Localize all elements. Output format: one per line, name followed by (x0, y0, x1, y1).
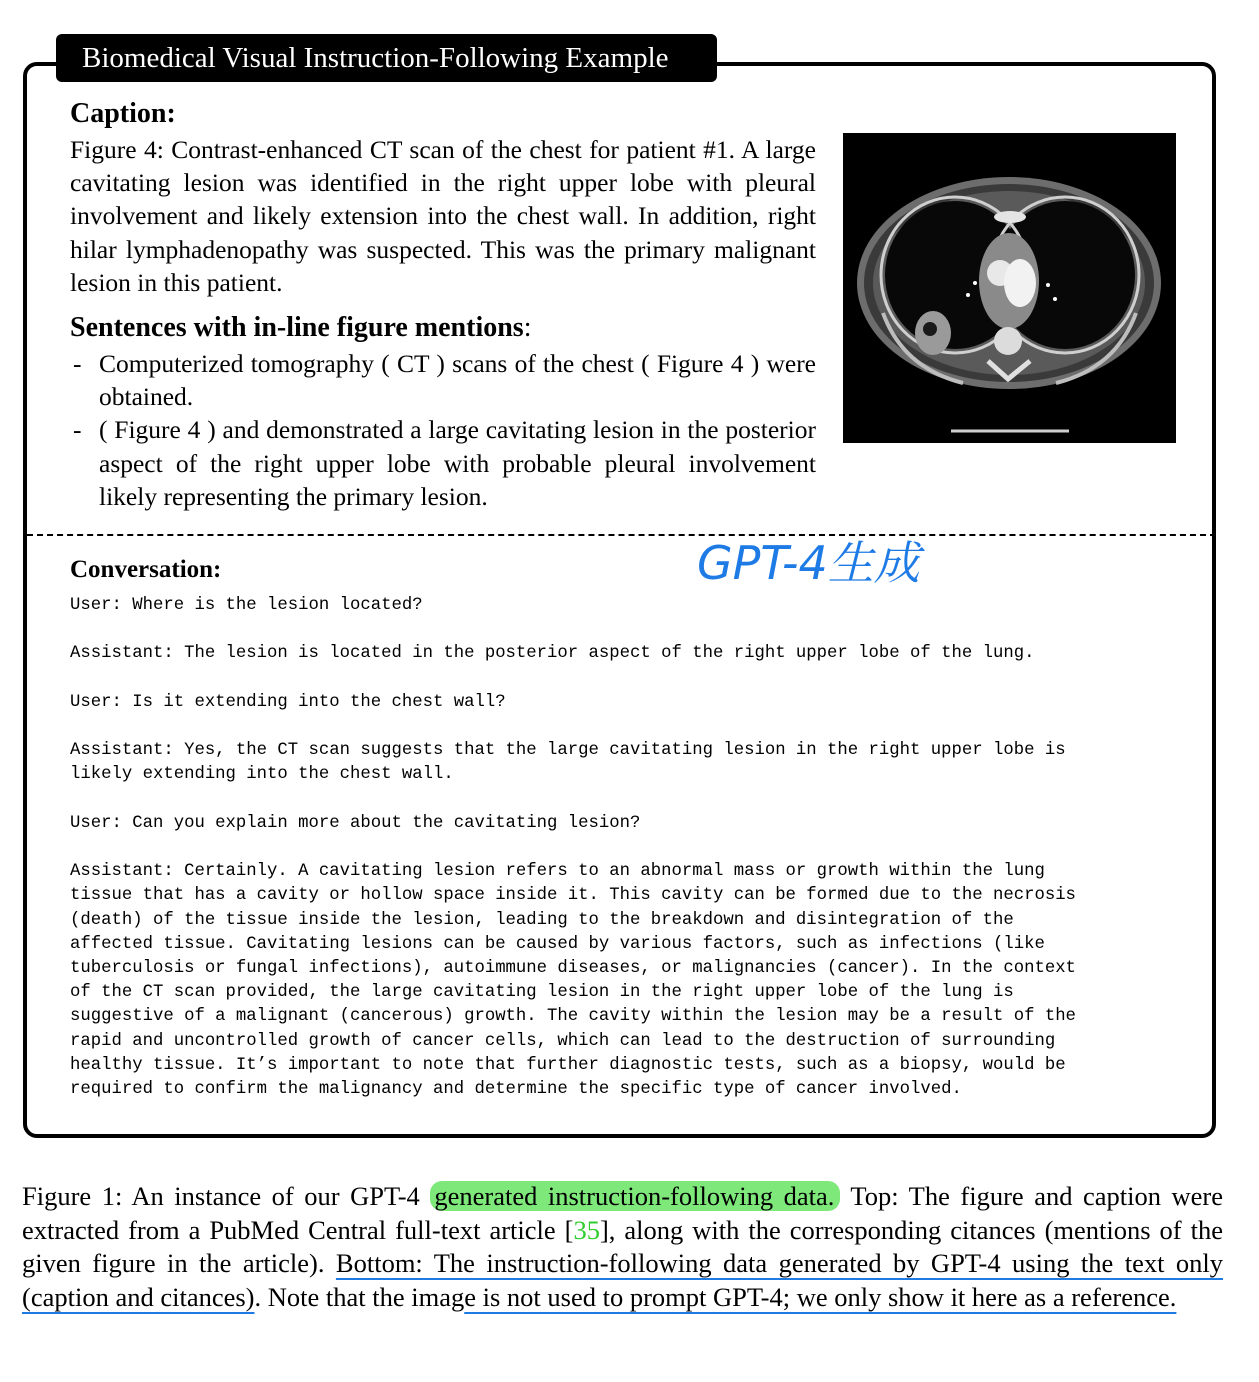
bullet-dash: - (73, 349, 82, 378)
underlined-text: e is not used to prompt GPT-4; we only show it here as a reference. (464, 1281, 1177, 1312)
conversation-turn: Assistant: Yes, the CT scan suggests that the large cavitating lesion in the right upper lobe is likely extending into the chest wall. (70, 741, 1066, 785)
figure-caption-text: Figure 1: An instance of our GPT-4 (22, 1181, 431, 1211)
conversation-turn: User: Can you explain more about the cavitating lesion? (70, 813, 641, 833)
conversation (70, 594, 1180, 1126)
conversation-turn: User: Where is the lesion located? (70, 596, 423, 615)
highlighted-text: generated instruction-following data. (430, 1181, 840, 1211)
underlined-text: Bottom: The instruction-following data generated by GPT-4 using the text only (caption and citances) (22, 1248, 1223, 1312)
conversation-turn: Assistant: The lesion is located in the posterior aspect of the right upper lobe of the lung. (70, 644, 1035, 664)
list-item (70, 347, 816, 413)
ct-scan-image (843, 133, 1176, 443)
figure-caption (22, 1180, 1223, 1314)
box-title: Biomedical Visual Instruction-Following Example (56, 34, 717, 82)
sentence-text: Computerized tomography ( CT ) scans of the chest ( Figure 4 ) were obtained. (99, 349, 816, 412)
figure-caption-text: Top: The figure and caption were extracted from a PubMed Central full-text article [ (22, 1181, 1223, 1245)
conversation-turn: Assistant: Certainly. A cavitating lesion refers to an abnormal mass or growth within the lung tissue that has a cavity or hollow space inside it. This cavity can be formed due to the necrosis (death) of the tissue inside the lesion, leading to the breakdown and disintegration of the affected tissue. Cavitating lesions can be caused by various factors, such as infections (like tuberculosis or fungal infections), autoimmune diseases, or malignancies (cancer). In the context of the CT scan provided, the large cavitating lesion in the right upper lobe of the lung is suggestive of a malignant (cancerous) growth. The cavity within the lesion may be a result of the rapid and uncontrolled growth of cancer cells, which can lead to the destruction of surrounding healthy tissue. It’s important to note that further diagnostic tests, such as a biopsy, would be required to confirm the malignancy and determine the specific type of cancer involved. (70, 862, 1076, 1099)
caption-heading: Caption: (70, 98, 176, 129)
sentences-heading (70, 312, 531, 344)
caption-text: Figure 4: Contrast-enhanced CT scan of the chest for patient #1. A large cavitating lesion was identified in the right upper lobe with pleural involvement and likely extension into the chest wall. In addition, right hilar lymphadenopathy was suspected. This was the primary malignant lesion in this patient. (70, 135, 816, 297)
sentences-heading-colon: : (523, 312, 532, 343)
sentences-heading-bold: Sentences with in-line figure mentions (70, 312, 524, 343)
figure-caption-text: . Note that the imag (254, 1281, 465, 1312)
sentence-text: ( Figure 4 ) and demonstrated a large cavitating lesion in the posterior aspect of the right upper lobe with probable pleural involvement likely representing the primary lesion. (99, 415, 816, 511)
section-divider (27, 534, 1216, 536)
conversation-heading: Conversation: (70, 556, 222, 583)
figure-caption-text: ], along with the corresponding citances (mentions of the given figure in the article). (22, 1214, 1223, 1278)
sentences-list (70, 347, 816, 513)
citation-link[interactable]: 35 (573, 1214, 600, 1245)
bullet-dash: - (73, 415, 82, 445)
list-item (70, 413, 816, 513)
handwritten-note (693, 523, 933, 593)
conversation-turn: User: Is it extending into the chest wall? (70, 692, 506, 712)
handwritten-note-text: GPT-4生成 (697, 536, 920, 590)
